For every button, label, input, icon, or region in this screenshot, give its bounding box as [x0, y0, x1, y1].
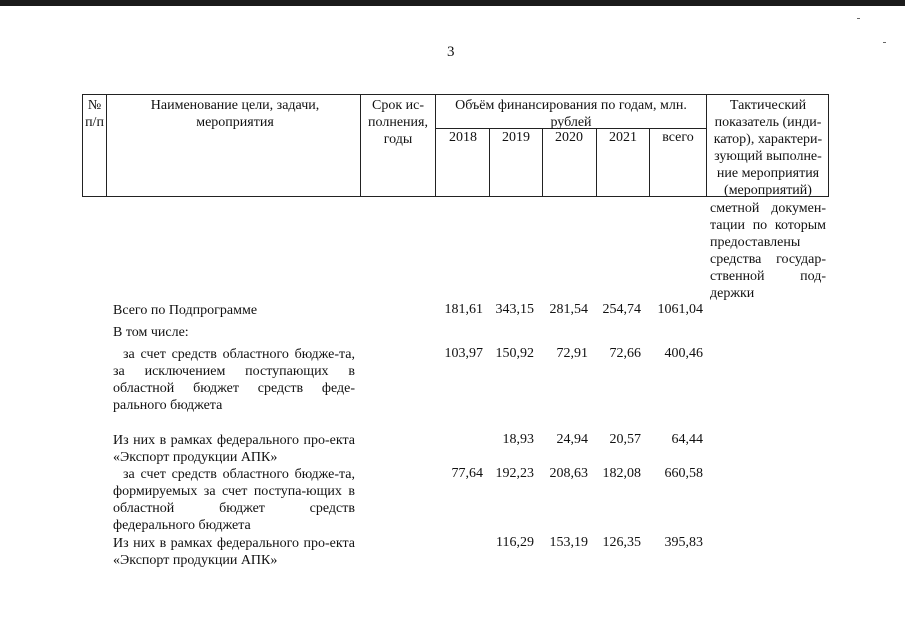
row-label: Всего по Подпрограмме: [113, 303, 258, 318]
indicator-continuation: сметной докумен-тации по которым предоставлены средства государ-ственной под-держки: [710, 201, 826, 301]
header-total: всего: [662, 130, 694, 145]
header-year-2018: 2018: [449, 130, 477, 145]
row-label: за счет средств областного бюдже-та, формируемых за счет поступа-ющих в областной бюджет средств федерального бюджета: [113, 467, 355, 533]
value-total: 1061,04: [657, 302, 703, 317]
value-2019: 192,23: [495, 466, 534, 481]
value-2020: 72,91: [556, 346, 588, 361]
value-2020: 24,94: [556, 432, 588, 447]
header-year-2019: 2019: [502, 130, 530, 145]
header-year-2020: 2020: [555, 130, 583, 145]
scan-speck: [857, 18, 860, 19]
header-year-2021: 2021: [609, 130, 637, 145]
row-label: за счет средств областного бюдже-та, за исключением поступающих в областной бюджет средств феде-рального бюджета: [113, 347, 355, 413]
value-2020: 153,19: [549, 535, 588, 550]
value-2021: 126,35: [602, 535, 641, 550]
header-indicator: Тактический показатель (инди-катор), характери-зующий выполне-ние мероприятия (мероприятий): [713, 98, 823, 198]
value-2019: 343,15: [495, 302, 534, 317]
row-label: В том числе:: [113, 325, 189, 340]
row-label: Из них в рамках федерального про-екта «Экспорт продукции АПК»: [113, 536, 355, 568]
value-2021: 182,08: [602, 466, 641, 481]
value-2019: 116,29: [496, 535, 534, 550]
row-label: Из них в рамках федерального про-екта «Экспорт продукции АПК»: [113, 433, 355, 465]
value-2019: 150,92: [495, 346, 534, 361]
header-term: Срок ис-полнения, годы: [368, 98, 428, 147]
value-2020: 281,54: [549, 302, 588, 317]
value-2018: 181,61: [444, 302, 483, 317]
value-total: 64,44: [671, 432, 703, 447]
header-number: № п/п: [85, 98, 104, 130]
value-2021: 72,66: [609, 346, 641, 361]
top-scan-border: [0, 0, 905, 6]
value-2021: 254,74: [602, 302, 641, 317]
value-total: 660,58: [664, 466, 703, 481]
value-2018: 77,64: [451, 466, 483, 481]
value-2021: 20,57: [609, 432, 641, 447]
header-volume: Объём финансирования по годам, млн. рублей: [455, 98, 687, 130]
scan-speck: [883, 42, 886, 43]
value-2018: 103,97: [444, 346, 483, 361]
value-2020: 208,63: [549, 466, 588, 481]
header-name: Наименование цели, задачи, мероприятия: [150, 98, 320, 130]
value-2019: 18,93: [502, 432, 534, 447]
value-total: 400,46: [664, 346, 703, 361]
page-number: 3: [447, 44, 455, 60]
value-total: 395,83: [664, 535, 703, 550]
